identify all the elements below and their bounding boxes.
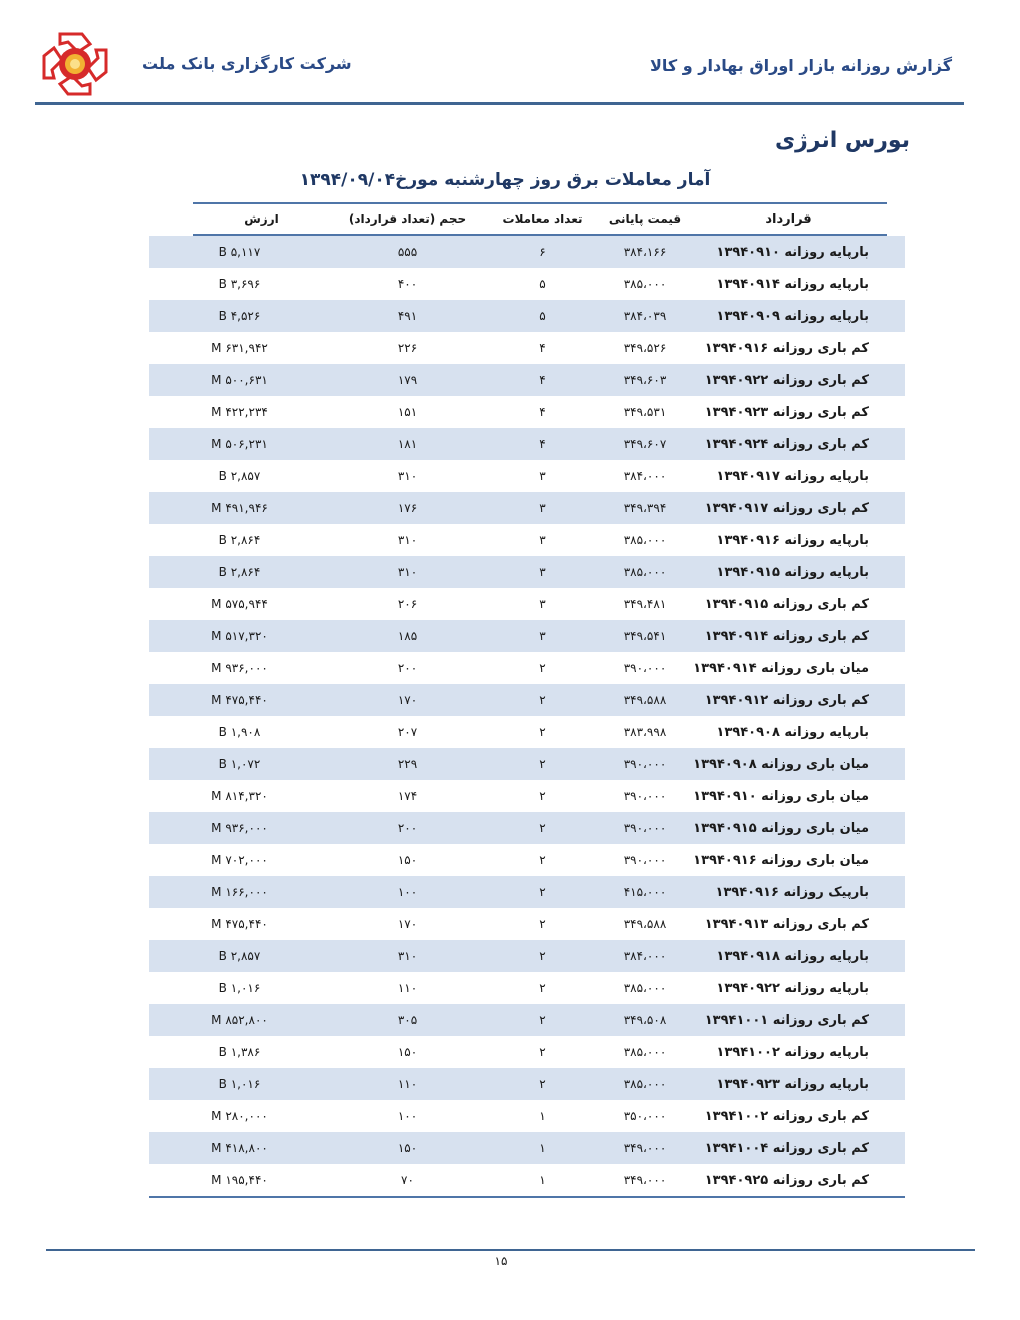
cell-volume: ۱۰۰ [397, 885, 418, 899]
table-row [149, 716, 905, 748]
cell-final-price: ۳۴۹،۴۸۱ [623, 597, 667, 611]
cell-volume: ۱۷۴ [397, 789, 418, 803]
table-header [193, 202, 887, 236]
cell-contract: کم باری روزانه ۱۳۹۴۰۹۲۴ [704, 436, 869, 452]
table-bottom-rule [149, 1196, 905, 1198]
cell-contract: بارپایه روزانه ۱۳۹۴۰۹۲۳ [716, 1076, 869, 1092]
table-row [149, 460, 905, 492]
table-row [149, 940, 905, 972]
cell-volume: ۲۲۹ [397, 757, 418, 771]
column-header-contract: قرارداد [765, 211, 812, 227]
cell-trade-count: ۲ [539, 853, 546, 867]
table-row [149, 268, 905, 300]
table-row [149, 492, 905, 524]
cell-volume: ۳۰۵ [397, 1013, 418, 1027]
cell-contract: بارپایه روزانه ۱۳۹۴۰۹۱۸ [716, 948, 869, 964]
cell-trade-count: ۲ [539, 885, 546, 899]
cell-final-price: ۳۸۵،۰۰۰ [623, 1077, 667, 1091]
cell-volume: ۲۰۶ [397, 597, 418, 611]
cell-value: ۵۰۶,۲۳۱ M [211, 437, 268, 451]
cell-final-price: ۳۸۵،۰۰۰ [623, 533, 667, 547]
cell-value: ۴۲۲,۲۳۴ M [211, 405, 268, 419]
cell-trade-count: ۴ [539, 341, 546, 355]
cell-contract: کم باری روزانه ۱۳۹۴۰۹۱۲ [704, 692, 869, 708]
cell-contract: کم باری روزانه ۱۳۹۴۰۹۲۲ [704, 372, 869, 388]
cell-trade-count: ۳ [539, 597, 546, 611]
cell-trade-count: ۲ [539, 949, 546, 963]
cell-trade-count: ۲ [539, 917, 546, 931]
cell-final-price: ۳۹۰،۰۰۰ [623, 821, 667, 835]
cell-value: ۴۷۵,۴۴۰ M [211, 693, 268, 707]
cell-trade-count: ۳ [539, 629, 546, 643]
table-row [149, 812, 905, 844]
cell-value: ۲,۸۵۷ B [218, 469, 261, 483]
table-row [149, 1164, 905, 1196]
cell-volume: ۱۷۰ [397, 917, 418, 931]
table-row [149, 748, 905, 780]
footer-divider [46, 1249, 975, 1251]
cell-volume: ۱۵۱ [397, 405, 418, 419]
cell-volume: ۳۱۰ [397, 533, 418, 547]
table-row [149, 908, 905, 940]
report-title: گزارش روزانه بازار اوراق بهادار و کالا [649, 56, 952, 75]
cell-volume: ۲۲۶ [397, 341, 418, 355]
cell-volume: ۵۵۵ [397, 245, 418, 259]
cell-contract: میان باری روزانه ۱۳۹۴۰۹۱۵ [693, 820, 869, 836]
cell-contract: بارپایه روزانه ۱۳۹۴۰۹۱۰ [716, 244, 869, 260]
table-row [149, 364, 905, 396]
cell-trade-count: ۳ [539, 501, 546, 515]
cell-contract: بارپایه روزانه ۱۳۹۴۰۹۱۵ [716, 564, 869, 580]
cell-trade-count: ۴ [539, 405, 546, 419]
table-row [149, 1132, 905, 1164]
cell-value: ۴۷۵,۴۴۰ M [211, 917, 268, 931]
cell-volume: ۱۱۰ [397, 1077, 418, 1091]
cell-contract: بارپایه روزانه ۱۳۹۴۰۹۱۴ [716, 276, 869, 292]
cell-volume: ۳۱۰ [397, 949, 418, 963]
cell-final-price: ۳۴۹،۶۰۳ [623, 373, 667, 387]
header-divider [35, 102, 964, 105]
cell-final-price: ۳۹۰،۰۰۰ [623, 853, 667, 867]
section-title: بورس انرژی [774, 128, 910, 153]
table-title: آمار معاملات برق روز چهارشنبه مورخ۱۳۹۴/۰۹/۰۴ [299, 170, 711, 190]
company-logo [40, 30, 110, 98]
cell-value: ۵۰۰,۶۳۱ M [211, 373, 268, 387]
cell-value: ۶۳۱,۹۴۲ M [211, 341, 268, 355]
cell-contract: کم باری روزانه ۱۳۹۴۱۰۰۴ [704, 1140, 869, 1156]
cell-value: ۵,۱۱۷ B [218, 245, 261, 259]
table-row [149, 620, 905, 652]
table-row [149, 844, 905, 876]
cell-value: ۱۹۵,۴۴۰ M [211, 1173, 268, 1187]
cell-final-price: ۳۹۰،۰۰۰ [623, 789, 667, 803]
cell-contract: میان باری روزانه ۱۳۹۴۰۹۱۰ [693, 788, 869, 804]
cell-volume: ۳۱۰ [397, 565, 418, 579]
cell-final-price: ۳۸۵،۰۰۰ [623, 981, 667, 995]
cell-contract: بارپایه روزانه ۱۳۹۴۱۰۰۲ [716, 1044, 869, 1060]
cell-trade-count: ۴ [539, 373, 546, 387]
cell-value: ۲,۸۵۷ B [218, 949, 261, 963]
cell-volume: ۱۵۰ [397, 853, 418, 867]
company-name: شرکت کارگزاری بانک ملت [142, 54, 352, 73]
cell-contract: بارپایه روزانه ۱۳۹۴۰۹۱۷ [716, 468, 869, 484]
cell-value: ۴۱۸,۸۰۰ M [211, 1141, 268, 1155]
cell-contract: کم باری روزانه ۱۳۹۴۰۹۱۵ [704, 596, 869, 612]
cell-final-price: ۳۴۹،۳۹۴ [623, 501, 667, 515]
cell-contract: بارپایه روزانه ۱۳۹۴۰۹۰۹ [716, 308, 869, 324]
cell-value: ۵۷۵,۹۴۴ M [211, 597, 268, 611]
cell-final-price: ۳۴۹،۵۳۱ [623, 405, 667, 419]
cell-final-price: ۳۴۹،۰۰۰ [623, 1141, 667, 1155]
cell-final-price: ۳۵۰،۰۰۰ [623, 1109, 667, 1123]
cell-trade-count: ۲ [539, 1077, 546, 1091]
column-header-final-price: قیمت پایانی [608, 212, 682, 226]
cell-final-price: ۳۸۵،۰۰۰ [623, 1045, 667, 1059]
table-row [149, 972, 905, 1004]
cell-trade-count: ۴ [539, 437, 546, 451]
cell-value: ۸۱۴,۳۲۰ M [211, 789, 268, 803]
cell-trade-count: ۵ [539, 277, 546, 291]
cell-volume: ۲۰۰ [397, 661, 418, 675]
cell-final-price: ۳۴۹،۵۰۸ [623, 1013, 667, 1027]
cell-trade-count: ۳ [539, 469, 546, 483]
cell-final-price: ۳۴۹،۵۸۸ [623, 917, 667, 931]
cell-volume: ۲۰۷ [397, 725, 418, 739]
cell-contract: میان باری روزانه ۱۳۹۴۰۹۱۴ [693, 660, 869, 676]
trades-table [149, 202, 905, 1196]
cell-value: ۸۵۲,۸۰۰ M [211, 1013, 268, 1027]
cell-trade-count: ۲ [539, 693, 546, 707]
cell-final-price: ۳۸۵،۰۰۰ [623, 277, 667, 291]
cell-final-price: ۳۸۴،۰۰۰ [623, 469, 667, 483]
cell-contract: بارپایه روزانه ۱۳۹۴۰۹۱۶ [716, 532, 869, 548]
cell-final-price: ۳۸۴،۰۰۰ [623, 949, 667, 963]
cell-contract: کم باری روزانه ۱۳۹۴۰۹۱۴ [704, 628, 869, 644]
cell-volume: ۱۵۰ [397, 1045, 418, 1059]
cell-trade-count: ۱ [539, 1173, 546, 1187]
cell-trade-count: ۲ [539, 1013, 546, 1027]
cell-contract: کم باری روزانه ۱۳۹۴۰۹۲۳ [704, 404, 869, 420]
cell-contract: کم باری روزانه ۱۳۹۴۰۹۲۵ [704, 1172, 869, 1188]
cell-volume: ۱۷۹ [397, 373, 418, 387]
cell-value: ۱۶۶,۰۰۰ M [211, 885, 268, 899]
cell-trade-count: ۲ [539, 661, 546, 675]
table-row [149, 1068, 905, 1100]
cell-final-price: ۴۱۵،۰۰۰ [623, 885, 667, 899]
cell-trade-count: ۱ [539, 1141, 546, 1155]
cell-volume: ۷۰ [401, 1173, 414, 1187]
column-header-trade-count: تعداد معاملات [502, 212, 583, 226]
cell-final-price: ۳۹۰،۰۰۰ [623, 757, 667, 771]
cell-contract: کم باری روزانه ۱۳۹۴۱۰۰۱ [704, 1012, 869, 1028]
cell-value: ۱,۰۱۶ B [218, 1077, 261, 1091]
cell-trade-count: ۶ [539, 245, 546, 259]
page-number: ۱۵ [494, 1254, 508, 1268]
cell-value: ۴,۵۲۶ B [218, 309, 261, 323]
cell-value: ۳,۶۹۶ B [218, 277, 261, 291]
table-body [149, 236, 905, 1196]
table-row [149, 396, 905, 428]
cell-value: ۱,۰۱۶ B [218, 981, 261, 995]
cell-contract: میان باری روزانه ۱۳۹۴۰۹۱۶ [693, 852, 869, 868]
cell-contract: کم باری روزانه ۱۳۹۴۰۹۱۶ [704, 340, 869, 356]
cell-value: ۷۰۲,۰۰۰ M [211, 853, 268, 867]
cell-value: ۱,۹۰۸ B [218, 725, 261, 739]
table-row [149, 524, 905, 556]
cell-value: ۹۳۶,۰۰۰ M [211, 661, 268, 675]
cell-final-price: ۳۸۵،۰۰۰ [623, 565, 667, 579]
table-row [149, 588, 905, 620]
cell-trade-count: ۱ [539, 1109, 546, 1123]
cell-trade-count: ۲ [539, 1045, 546, 1059]
cell-value: ۲۸۰,۰۰۰ M [211, 1109, 268, 1123]
cell-value: ۱,۳۸۶ B [218, 1045, 261, 1059]
cell-contract: کم باری روزانه ۱۳۹۴۰۹۱۳ [704, 916, 869, 932]
cell-volume: ۳۱۰ [397, 469, 418, 483]
column-header-volume: حجم (تعداد قرارداد) [348, 212, 467, 226]
cell-trade-count: ۳ [539, 565, 546, 579]
cell-final-price: ۳۴۹،۰۰۰ [623, 1173, 667, 1187]
cell-final-price: ۳۴۹،۶۰۷ [623, 437, 667, 451]
cell-trade-count: ۲ [539, 789, 546, 803]
column-header-value: ارزش [244, 212, 279, 226]
cell-trade-count: ۵ [539, 309, 546, 323]
cell-contract: میان باری روزانه ۱۳۹۴۰۹۰۸ [693, 756, 869, 772]
table-row [149, 780, 905, 812]
cell-volume: ۱۱۰ [397, 981, 418, 995]
cell-trade-count: ۲ [539, 981, 546, 995]
table-row [149, 652, 905, 684]
cell-contract: کم باری روزانه ۱۳۹۴۱۰۰۲ [704, 1108, 869, 1124]
cell-trade-count: ۲ [539, 757, 546, 771]
table-row [149, 300, 905, 332]
cell-contract: بارپایه روزانه ۱۳۹۴۰۹۰۸ [716, 724, 869, 740]
cell-volume: ۱۰۰ [397, 1109, 418, 1123]
cell-volume: ۲۰۰ [397, 821, 418, 835]
table-row [149, 556, 905, 588]
cell-volume: ۱۸۵ [397, 629, 418, 643]
cell-value: ۵۱۷,۳۲۰ M [211, 629, 268, 643]
cell-volume: ۱۵۰ [397, 1141, 418, 1155]
cell-contract: بارپایه روزانه ۱۳۹۴۰۹۲۲ [716, 980, 869, 996]
cell-final-price: ۳۹۰،۰۰۰ [623, 661, 667, 675]
cell-volume: ۱۸۱ [397, 437, 418, 451]
cell-final-price: ۳۸۴،۰۳۹ [623, 309, 667, 323]
cell-final-price: ۳۴۹،۵۴۱ [623, 629, 667, 643]
table-row [149, 1004, 905, 1036]
cell-final-price: ۳۴۹،۵۸۸ [623, 693, 667, 707]
cell-volume: ۱۷۶ [397, 501, 418, 515]
cell-volume: ۴۹۱ [397, 309, 418, 323]
cell-final-price: ۳۴۹،۵۲۶ [623, 341, 667, 355]
cell-trade-count: ۲ [539, 725, 546, 739]
table-row [149, 236, 905, 268]
cell-contract: بارپیک روزانه ۱۳۹۴۰۹۱۶ [715, 884, 869, 900]
table-row [149, 876, 905, 908]
cell-value: ۲,۸۶۴ B [218, 533, 261, 547]
table-row [149, 1100, 905, 1132]
table-row [149, 428, 905, 460]
table-row [149, 1036, 905, 1068]
cell-trade-count: ۳ [539, 533, 546, 547]
cell-value: ۱,۰۷۲ B [218, 757, 261, 771]
cell-volume: ۱۷۰ [397, 693, 418, 707]
cell-value: ۹۳۶,۰۰۰ M [211, 821, 268, 835]
table-row [149, 332, 905, 364]
cell-final-price: ۳۸۴،۱۶۶ [623, 245, 667, 259]
cell-final-price: ۳۸۳،۹۹۸ [623, 725, 667, 739]
table-row [149, 684, 905, 716]
cell-volume: ۴۰۰ [397, 277, 418, 291]
cell-value: ۲,۸۶۴ B [218, 565, 261, 579]
cell-value: ۴۹۱,۹۴۶ M [211, 501, 268, 515]
cell-trade-count: ۲ [539, 821, 546, 835]
cell-contract: کم باری روزانه ۱۳۹۴۰۹۱۷ [704, 500, 869, 516]
